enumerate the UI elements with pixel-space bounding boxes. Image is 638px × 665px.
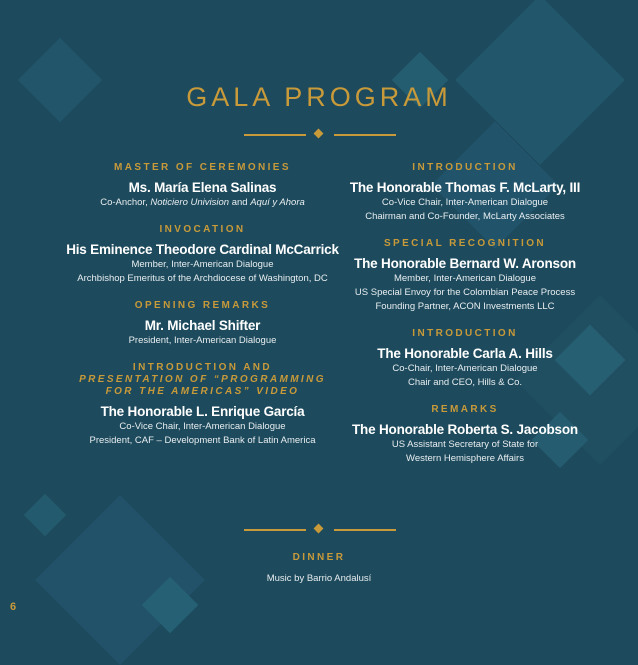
speaker-name: His Eminence Theodore Cardinal McCarrick [66,242,339,257]
section-heading: INVOCATION [159,224,246,235]
diamond-icon [314,129,324,139]
section-heading: INTRODUCTION AND [132,362,273,373]
dinner-section [0,552,638,586]
section-heading: DINNER [292,552,346,563]
top-divider [0,128,638,142]
speaker-detail: Member, Inter-American Dialogue [131,259,274,270]
section-heading: MASTER OF CEREMONIES [114,162,291,173]
section-heading: INTRODUCTION [412,162,518,173]
speaker-detail: Member, Inter-American Dialogue [393,273,537,284]
speaker-detail: Chairman and Co-Founder, McLarty Associates [365,211,565,222]
section-heading: OPENING REMARKS [134,300,271,311]
speaker-detail: Western Hemisphere Affairs [406,453,524,464]
section-heading: SPECIAL RECOGNITION [383,238,547,249]
speaker-name: The Honorable Carla A. Hills [377,346,553,361]
section-heading: INTRODUCTION [412,328,518,339]
speaker-name: Mr. Michael Shifter [144,318,261,333]
section-heading: PRESENTATION OF “PROGRAMMING [79,374,326,385]
speaker-name: Ms. María Elena Salinas [128,180,277,195]
program-item [340,238,590,314]
speaker-detail: President, CAF – Development Bank of Latin America [89,435,316,446]
speaker-detail: Co-Chair, Inter-American Dialogue [392,363,538,374]
speaker-detail: Co-Vice Chair, Inter-American Dialogue [381,197,549,208]
speaker-name: The Honorable L. Enrique García [100,404,305,419]
program-item [340,404,590,466]
program-item [340,328,590,390]
speaker-name: The Honorable Bernard W. Aronson [354,256,576,271]
speaker-detail: US Assistant Secretary of State for [391,439,539,450]
program-item [340,162,590,224]
section-heading: REMARKS [431,404,499,415]
bottom-divider [0,523,638,537]
page-title: GALA PROGRAM [186,82,452,112]
section-heading: FOR THE AMERICAS” VIDEO [105,386,300,397]
speaker-name: The Honorable Roberta S. Jacobson [352,422,578,437]
speaker-detail: Chair and CEO, Hills & Co. [407,377,523,388]
speaker-detail: Co-Vice Chair, Inter-American Dialogue [119,421,286,432]
speaker-detail: Founding Partner, ACON Investments LLC [375,301,555,312]
page-number: 6 [10,601,17,613]
program-item [30,300,375,348]
speaker-detail: Archbishop Emeritus of the Archdiocese of Washington, DC [77,273,328,284]
dinner-detail: Music by Barrio Andalusí [266,573,372,584]
speaker-name: The Honorable Thomas F. McLarty, III [349,180,581,195]
left-column [30,162,375,462]
speaker-detail: US Special Envoy for the Colombian Peace Process [354,287,576,298]
diamond-icon [314,524,324,534]
speaker-detail: Co-Anchor, Noticiero Univision and Aquí y Ahora [100,197,305,208]
program-item [30,224,375,286]
program-item [30,162,375,210]
speaker-detail: President, Inter-American Dialogue [128,335,277,346]
program-item [30,362,375,448]
right-column [340,162,590,480]
